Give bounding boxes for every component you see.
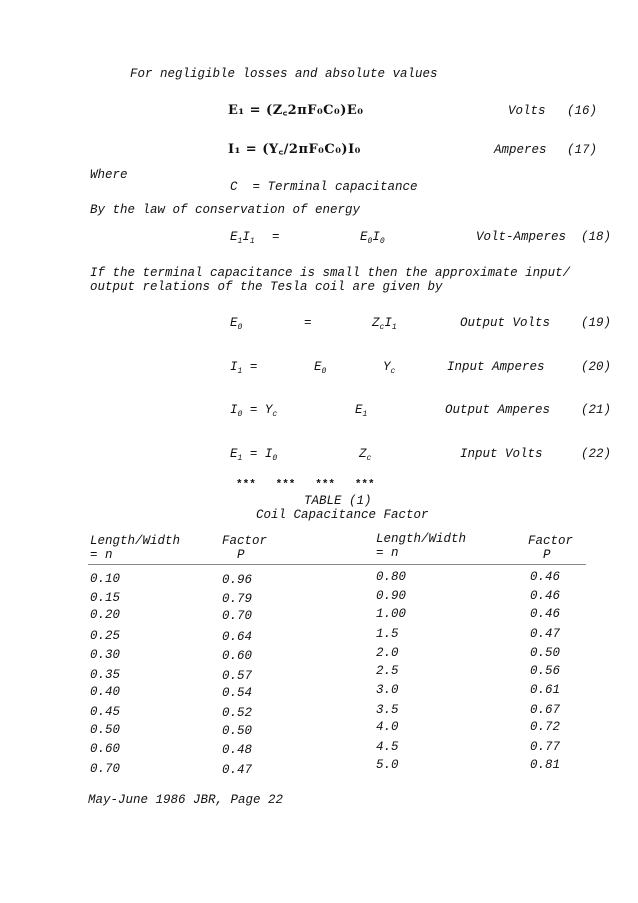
table-row: 0.10 xyxy=(90,572,121,586)
table-row: 0.60 xyxy=(90,742,121,756)
eq20-number: (20) xyxy=(581,360,612,374)
table-cell: 0.72 xyxy=(530,720,561,734)
eq22-b: $Z_c$ xyxy=(359,447,372,463)
table-cell: 0.64 xyxy=(222,630,253,644)
table-cell: 0.46 xyxy=(530,570,561,584)
table-row: 0.35 xyxy=(90,668,121,682)
header-factor-left: Factor P xyxy=(222,534,268,562)
capacitance-definition: C = Terminal capacitance xyxy=(230,180,418,194)
paragraph-line-2: output relations of the Tesla coil are given by xyxy=(90,280,443,294)
table-cell: 0.61 xyxy=(530,683,561,697)
table-row: 0.80 xyxy=(376,570,407,584)
eq22-number: (22) xyxy=(581,447,612,461)
table-cell: 0.77 xyxy=(530,740,561,754)
table-cell: 0.96 xyxy=(222,573,253,587)
table-row: 0.25 xyxy=(90,629,121,643)
header-factor-right: Factor P xyxy=(528,534,574,562)
table-header-rule xyxy=(88,564,586,565)
intro-text: For negligible losses and absolute values xyxy=(130,67,438,81)
header-length-width-left: Length/Width = n xyxy=(90,534,181,562)
eq22-a: $E_1 = I_0$ xyxy=(230,447,278,463)
table-cell: 0.47 xyxy=(222,763,253,777)
table-cell: 0.50 xyxy=(222,724,253,738)
table-cell: 0.50 xyxy=(530,646,561,660)
table-cell: 0.56 xyxy=(530,664,561,678)
equation-17: I₁ = (Y꜀/2πF₀C₀)I₀ xyxy=(228,142,361,157)
table-row: 0.20 xyxy=(90,608,121,622)
page-footer: May-June 1986 JBR, Page 22 xyxy=(88,793,284,807)
eq17-number: (17) xyxy=(567,143,598,157)
conservation-text: By the law of conservation of energy xyxy=(90,203,361,217)
eq18-equals: = xyxy=(272,230,280,244)
eq21-label: Output Amperes xyxy=(445,403,551,417)
table-row: 0.40 xyxy=(90,685,121,699)
table-title: TABLE (1) xyxy=(304,494,372,508)
eq19-label: Output Volts xyxy=(460,316,551,330)
table-row: 1.00 xyxy=(376,607,407,621)
table-row: 0.45 xyxy=(90,705,121,719)
table-cell: 0.60 xyxy=(222,649,253,663)
eq19-b: $Z_cI_1$ xyxy=(372,316,397,332)
table-row: 0.15 xyxy=(90,591,121,605)
table-row: 0.30 xyxy=(90,648,121,662)
eq21-a: $I_0 = Y_c$ xyxy=(230,403,278,419)
eq20-a: $I_1$ = xyxy=(230,360,258,376)
table-row: 3.5 xyxy=(376,703,399,717)
table-row: 0.50 xyxy=(90,723,121,737)
table-cell: 0.79 xyxy=(222,592,253,606)
eq18-unit: Volt-Amperes xyxy=(476,230,567,244)
table-row: 1.5 xyxy=(376,627,399,641)
table-row: 4.0 xyxy=(376,720,399,734)
table-row: 0.90 xyxy=(376,589,407,603)
table-subtitle: Coil Capacitance Factor xyxy=(256,508,429,522)
eq21-b: $E_1$ xyxy=(355,403,368,419)
table-cell: 0.52 xyxy=(222,706,253,720)
eq18-number: (18) xyxy=(581,230,612,244)
table-row: 0.70 xyxy=(90,762,121,776)
eq20-c: $Y_c$ xyxy=(383,360,396,376)
eq18-lhs: $E_1I_1$ xyxy=(230,230,255,246)
table-row: 4.5 xyxy=(376,740,399,754)
eq19-eq: = xyxy=(304,316,312,330)
table-row: 3.0 xyxy=(376,683,399,697)
equation-16: E₁ = (Z꜀2πF₀C₀)E₀ xyxy=(228,103,364,118)
separator-stars: *** *** *** *** xyxy=(236,479,375,491)
table-row: 5.0 xyxy=(376,758,399,772)
table-cell: 0.46 xyxy=(530,589,561,603)
eq17-unit: Amperes xyxy=(494,143,547,157)
eq19-a: $E_0$ xyxy=(230,316,243,332)
eq16-number: (16) xyxy=(567,104,598,118)
paragraph-line-1: If the terminal capacitance is small then the approximate input/ xyxy=(90,266,571,280)
where-label: Where xyxy=(90,168,128,182)
table-cell: 0.48 xyxy=(222,743,253,757)
table-row: 2.0 xyxy=(376,646,399,660)
table-cell: 0.81 xyxy=(530,758,561,772)
eq16-unit: Volts xyxy=(508,104,546,118)
eq18-rhs: $E_0I_0$ xyxy=(360,230,385,246)
table-cell: 0.47 xyxy=(530,627,561,641)
table-cell: 0.67 xyxy=(530,703,561,717)
eq22-label: Input Volts xyxy=(460,447,543,461)
eq19-number: (19) xyxy=(581,316,612,330)
table-cell: 0.54 xyxy=(222,686,253,700)
eq20-label: Input Amperes xyxy=(447,360,545,374)
table-cell: 0.70 xyxy=(222,609,253,623)
header-length-width-right: Length/Width = n xyxy=(376,532,467,560)
table-cell: 0.57 xyxy=(222,669,253,683)
eq21-number: (21) xyxy=(581,403,612,417)
table-row: 2.5 xyxy=(376,664,399,678)
table-cell: 0.46 xyxy=(530,607,561,621)
eq20-b: $E_0$ xyxy=(314,360,327,376)
